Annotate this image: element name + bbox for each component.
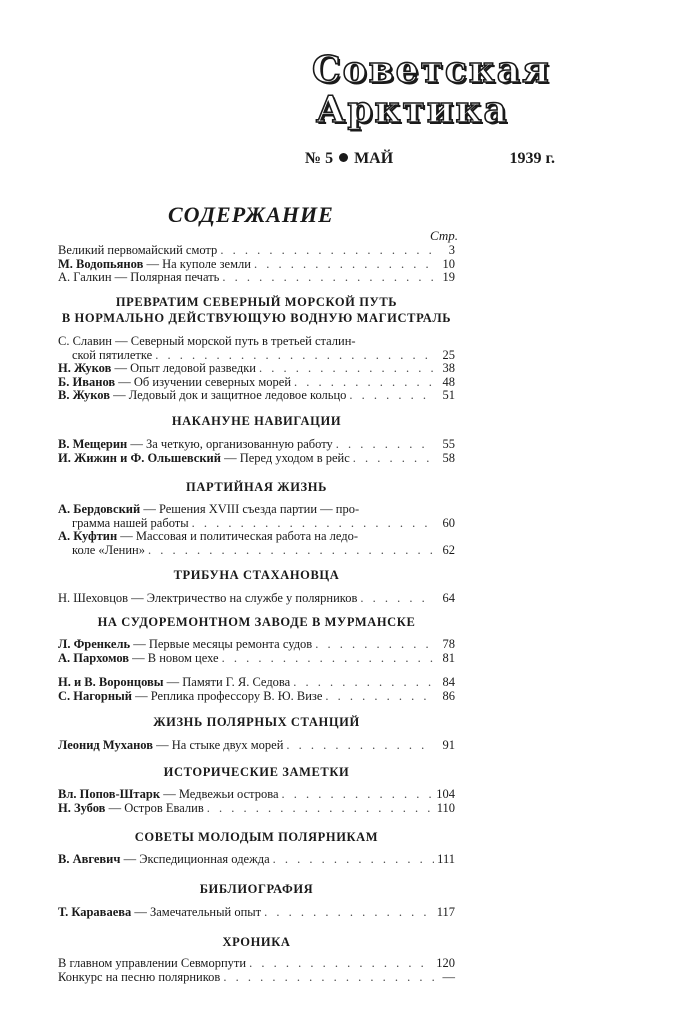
dot-leader — [223, 971, 434, 985]
toc-title: — В новом цехе — [129, 650, 219, 665]
toc-group — [58, 739, 455, 753]
toc-title: Конкурс на песню полярников — [58, 969, 221, 984]
issue-number: № 5 — [305, 150, 334, 167]
bullet-icon — [339, 153, 348, 162]
toc-entry — [58, 638, 455, 652]
dot-leader — [222, 271, 434, 285]
magazine-title-line1: Советская — [312, 49, 551, 91]
section-heading: БИБЛИОГРАФИЯ — [199, 882, 314, 896]
toc-author: Н. Зубов — [58, 800, 106, 815]
toc-group — [58, 638, 455, 665]
toc-group — [58, 244, 455, 285]
toc-page-number: 111 — [437, 852, 455, 866]
dot-leader — [259, 362, 434, 376]
section-heading: ХРОНИКА — [222, 935, 291, 949]
toc-entry — [58, 271, 455, 285]
toc-author: В. Мещерин — [58, 437, 128, 451]
magazine-title-line2: Арктика — [316, 89, 509, 131]
dot-leader — [249, 957, 433, 971]
toc-entry — [58, 530, 455, 557]
magazine-title — [312, 50, 551, 130]
toc-title-continued: грамма нашей работы — [72, 515, 189, 530]
dot-leader — [222, 652, 434, 666]
section-heading: ИСТОРИЧЕСКИЕ ЗАМЕТКИ — [163, 765, 350, 779]
section-heading: ЖИЗНЬ ПОЛЯРНЫХ СТАНЦИЙ — [153, 715, 360, 729]
contents-heading: СОДЕРЖАНИЕ — [168, 202, 334, 227]
toc-group — [58, 853, 455, 867]
dot-leader — [360, 592, 434, 606]
toc-author: Б. Иванов — [58, 374, 116, 389]
toc-page-number: 60 — [442, 515, 455, 530]
toc-page-number: — — [442, 969, 455, 984]
toc-title: — Памяти Г. Я. Седова — [163, 675, 291, 689]
section-heading: СОВЕТЫ МОЛОДЫМ ПОЛЯРНИКАМ — [134, 830, 379, 844]
dot-leader — [315, 638, 434, 652]
toc-entry — [58, 652, 455, 666]
dot-leader — [349, 389, 434, 403]
toc-page-number: 10 — [442, 256, 455, 271]
toc-author: А. Бердовский — [58, 502, 141, 516]
toc-entry — [58, 503, 455, 530]
toc-author: Л. Френкель — [58, 637, 131, 651]
toc-page-number: 84 — [442, 675, 455, 689]
toc-title-continued: ской пятилетке — [72, 347, 153, 362]
dot-leader — [148, 544, 434, 558]
toc-title: — За четкую, организованную работу — [127, 437, 333, 451]
toc-page-number: 104 — [436, 787, 455, 801]
toc-author: В. Жуков — [58, 388, 110, 402]
toc-author: Т. Караваева — [58, 905, 132, 919]
toc-group — [58, 592, 455, 606]
dot-leader — [325, 690, 434, 704]
section-heading: НАКАНУНЕ НАВИГАЦИИ — [171, 414, 342, 428]
toc-page-number: 78 — [442, 637, 455, 651]
toc-title: — Опыт ледовой разведки — [111, 361, 256, 375]
dot-leader — [192, 517, 434, 531]
toc-title: — Первые месяцы ремонта судов — [130, 637, 313, 651]
dot-leader — [207, 802, 434, 816]
toc-entry — [58, 335, 455, 362]
toc-entry — [58, 802, 455, 816]
section-heading: ТРИБУНА СТАХАНОВЦА — [173, 568, 340, 582]
toc-author: Вл. Попов-Штарк — [58, 787, 161, 801]
toc-page-number: 38 — [442, 361, 455, 375]
page-column-label: Стр. — [430, 228, 458, 243]
toc-entry — [58, 376, 455, 390]
toc-title: — Ледовый док и защитное ледовое кольцо — [109, 388, 347, 402]
toc-page-number: 117 — [436, 905, 455, 919]
toc-entry — [58, 244, 455, 258]
toc-title: — Реплика профессору В. Ю. Визе — [131, 688, 323, 703]
toc-group — [58, 335, 455, 403]
toc-title: — Экспедиционная одежда — [120, 852, 270, 866]
dot-leader — [254, 258, 434, 272]
toc-page-number: 19 — [442, 270, 455, 284]
toc-title: — На куполе земли — [143, 256, 251, 271]
toc-title: — Решения XVIII съезда партии — про- — [140, 502, 360, 516]
toc-page-number: 51 — [442, 388, 455, 402]
toc-title: — Массовая и политическая работа на ледо- — [117, 529, 359, 543]
section-heading: ПРЕВРАТИМ СЕВЕРНЫЙ МОРСКОЙ ПУТЬ В НОРМАЛЬНО ДЕЙСТВУЮЩУЮ ВОДНУЮ МАГИСТРАЛЬ — [61, 295, 452, 325]
toc-title: — На стыке двух морей — [153, 738, 284, 752]
toc-author: С. Нагорный — [58, 688, 132, 703]
toc-title: Великий первомайский смотр — [58, 243, 218, 257]
dot-leader — [282, 788, 434, 802]
toc-author: А. Куфтин — [58, 529, 118, 543]
toc-page-number: 58 — [442, 450, 455, 465]
toc-group — [58, 957, 455, 984]
issue-year: 1939 г. — [509, 150, 555, 167]
toc-title: Н. Шеховцов — Электричество на службе у полярников — [58, 591, 358, 605]
toc-title: — Остров Евалив — [105, 800, 204, 815]
toc-page-number: 91 — [442, 738, 455, 752]
toc-title: — Перед уходом в рейс — [220, 450, 350, 465]
toc-author: Леонид Муханов — [58, 738, 153, 752]
toc-author: В. Авгевич — [58, 852, 121, 866]
toc-title-continued: коле «Ленин» — [72, 542, 145, 557]
toc-group — [58, 438, 455, 465]
toc-entry — [58, 438, 455, 452]
toc-entry — [58, 452, 455, 466]
toc-group — [58, 788, 455, 815]
dot-leader — [293, 676, 434, 690]
dot-leader — [353, 452, 434, 466]
toc-entry — [58, 592, 455, 606]
toc-page-number: 86 — [442, 688, 455, 703]
toc-entry — [58, 258, 455, 272]
toc-author: М. Водопьянов — [58, 256, 144, 271]
toc-author: Н. Жуков — [58, 361, 112, 375]
toc-author: И. Жижин и Ф. Ольшевский — [58, 450, 221, 465]
toc-page-number: 62 — [442, 542, 455, 557]
dot-leader — [286, 739, 434, 753]
toc-author: А. Пархомов — [58, 650, 130, 665]
toc-title: — Медвежьи острова — [160, 787, 279, 801]
toc-page-number: 110 — [436, 800, 455, 815]
dot-leader — [336, 438, 434, 452]
toc-group — [58, 503, 455, 557]
toc-entry — [58, 906, 455, 920]
section-heading: ПАРТИЙНАЯ ЖИЗНЬ — [186, 480, 327, 494]
issue-month: МАЙ — [354, 150, 394, 167]
toc-page-number: 120 — [436, 956, 455, 970]
toc-entry — [58, 676, 455, 690]
toc-page-number: 55 — [442, 437, 455, 451]
toc-entry — [58, 690, 455, 704]
toc-group — [58, 906, 455, 920]
toc-page-number: 81 — [442, 650, 455, 665]
dot-leader — [220, 244, 434, 258]
toc-entry — [58, 788, 455, 802]
toc-entry — [58, 389, 455, 403]
section-heading: НА СУДОРЕМОНТНОМ ЗАВОДЕ В МУРМАНСКЕ — [97, 615, 416, 629]
toc-entry — [58, 853, 455, 867]
toc-title: В главном управлении Севморпути — [58, 956, 247, 970]
toc-title: С. Славин — Северный морской путь в третьей сталин- — [58, 334, 356, 348]
toc-page-number: 25 — [442, 347, 455, 362]
toc-entry — [58, 971, 455, 985]
dot-leader — [273, 853, 434, 867]
toc-page-number: 48 — [442, 374, 455, 389]
issue-info — [305, 150, 555, 170]
toc-entry — [58, 739, 455, 753]
toc-title: — Замечательный опыт — [131, 905, 262, 919]
toc-entry — [58, 362, 455, 376]
dot-leader — [294, 376, 434, 390]
toc-page-number: 64 — [442, 591, 455, 605]
toc-title: — Об изучении северных морей — [115, 374, 292, 389]
toc-author: Н. и В. Воронцовы — [58, 675, 164, 689]
toc-title: А. Галкин — Полярная печать — [58, 270, 220, 284]
dot-leader — [155, 349, 434, 363]
toc-page-number: 3 — [448, 243, 455, 257]
dot-leader — [264, 906, 434, 920]
toc-entry — [58, 957, 455, 971]
toc-group — [58, 676, 455, 703]
